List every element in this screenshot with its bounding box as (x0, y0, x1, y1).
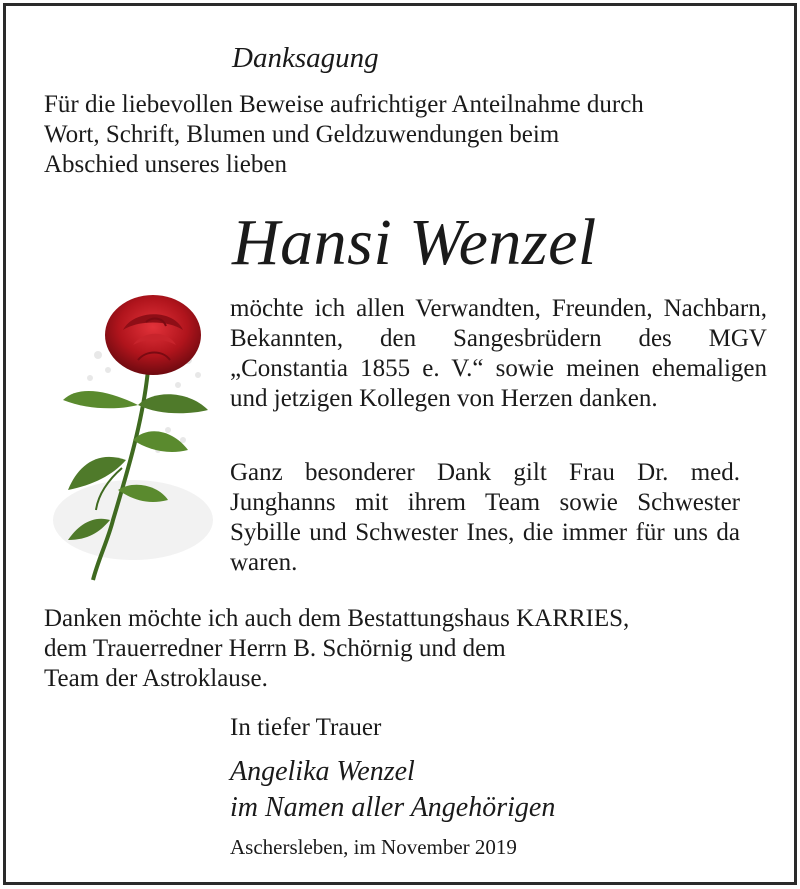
signature (230, 754, 555, 826)
closing-phrase: In tiefer Trauer (230, 714, 382, 741)
signature-subtitle: im Namen aller Angehörigen (230, 792, 556, 823)
paragraph3-line: Danken möchte ich auch dem Bestattungshaus KARRIES, (44, 605, 630, 632)
thanks-paragraph-1: möchte ich allen Verwandten, Freunden, Nachbarn, Bekannten, den Sangesbrüdern des MGV „Constantia 1855 e. V.“ sowie meinen ehemaligen und jetzigen Kollegen von Herzen danken. (230, 295, 767, 412)
thanks-paragraph-3 (44, 604, 629, 694)
deceased-name: Hansi Wenzel (232, 206, 597, 279)
intro-line: Abschied unseres lieben (44, 151, 287, 178)
thanks-paragraph-2: Ganz besonderer Dank gilt Frau Dr. med. Junghanns mit ihrem Team sowie Schwester Sybille und Schwester Ines, die immer für uns da waren. (230, 459, 740, 576)
signature-name: Angelika Wenzel (230, 756, 415, 787)
rose-illustration (38, 290, 228, 590)
paragraph3-line: Team der Astroklause. (44, 665, 268, 692)
heading: Danksagung (232, 42, 379, 74)
intro-line: Wort, Schrift, Blumen und Geldzuwendungen beim (44, 121, 560, 148)
place-date: Aschersleben, im November 2019 (230, 835, 517, 859)
paragraph3-line: dem Trauerredner Herrn B. Schörnig und dem (44, 635, 506, 662)
intro-text (44, 90, 644, 180)
intro-line: Für die liebevollen Beweise aufrichtiger Anteilnahme durch (44, 91, 644, 118)
